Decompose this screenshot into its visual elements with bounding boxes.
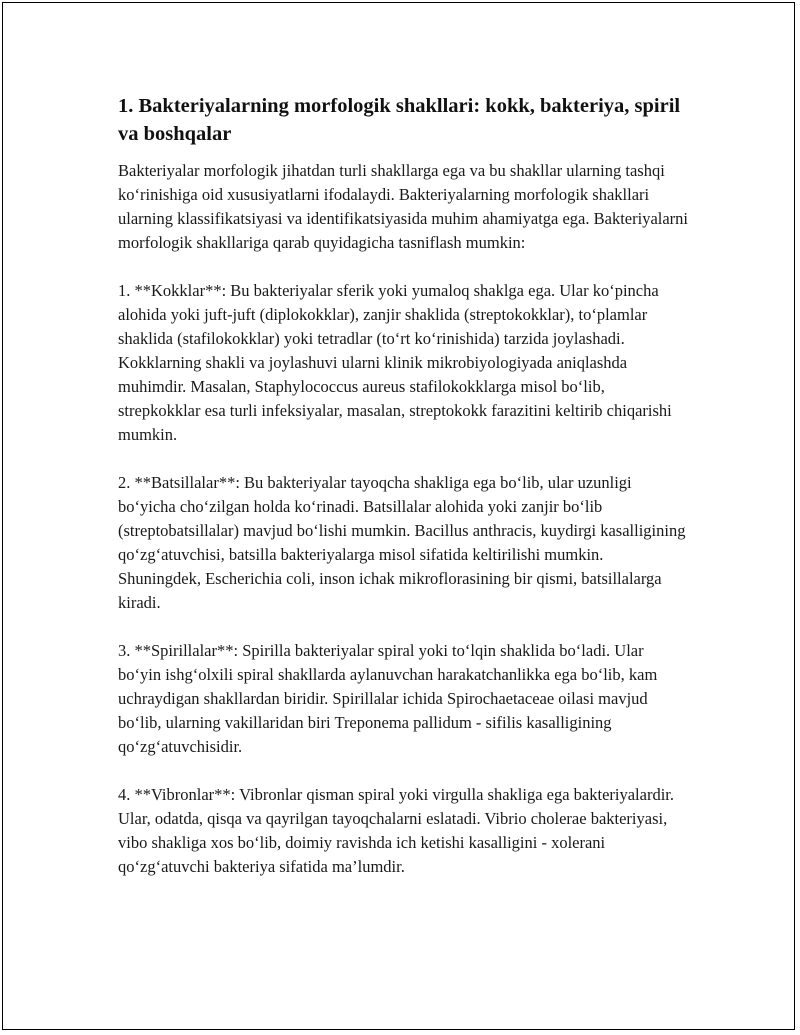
paragraph-vibronlar: 4. **Vibronlar**: Vibronlar qisman spiral yoki virgulla shakliga ega bakteriyalardir. Ular, odatda, qisqa va qayrilgan tayoqchalarni eslatadi. Vibrio cholerae bakteriyasi, vibo shakliga xos bo‘lib, doimiy ravishda ich ketishi kasalligini - xolerani qo‘zg‘atuvchi bakteriya sifatida ma’lumdir. [118, 785, 674, 876]
section-heading: 1. Bakteriyalarning morfologik shakllari: kokk, bakteriya, spiril va boshqalar [118, 95, 681, 145]
document-body [118, 92, 688, 903]
intro-paragraph: Bakteriyalar morfologik jihatdan turli shakllarga ega va bu shakllar ularning tashqi ko‘rinishiga oid xususiyatlarni ifodalaydi. Bakteriyalarning morfologik shakllari ularning klassifikatsiyasi va identifikatsiyasida muhim ahamiyatga ega. Bakteriyalarni morfologik shakllariga qarab quyidagicha tasniflash mumkin: [118, 161, 689, 252]
paragraph-kokklar: 1. **Kokklar**: Bu bakteriyalar sferik yoki yumaloq shaklga ega. Ular ko‘pincha alohida yoki juft-juft (diplokokklar), zanjir shaklida (streptokokklar), to‘plamlar shaklida (stafilokokklar) yoki tetradlar (to‘rt ko‘rinishida) tarzida joylashadi. Kokklarning shakli va joylashuvi ularni klinik mikrobiyologiyada aniqlashda muhimdir. Masalan, Staphylococcus aureus stafilokokklarga misol bo‘lib, strepkokklar esa turli infeksiyalar, masalan, streptokokk farazitini keltirib chiqarishi mumkin. [118, 281, 672, 444]
paragraph-spirillalar: 3. **Spirillalar**: Spirilla bakteriyalar spiral yoki to‘lqin shaklida bo‘ladi. Ular bo‘yin ishg‘olxili spiral shakllarda aylanuvchan harakatchanlikka ega bo‘lib, kam uchraydigan shakllardan biridir. Spirillalar ichida Spirochaetaceae oilasi mavjud bo‘lib, ularning vakillaridan biri Treponema pallidum - sifilis kasalligining qo‘zg‘atuvchisidir. [118, 641, 658, 756]
paragraph-batsillalar: 2. **Batsillalar**: Bu bakteriyalar tayoqcha shakliga ega bo‘lib, ular uzunligi bo‘yicha cho‘zilgan holda ko‘rinadi. Batsillalar alohida yoki zanjir bo‘lib (streptobatsillalar) mavjud bo‘lishi mumkin. Bacillus anthracis, kuydirgi kasalligining qo‘zg‘atuvchisi, batsilla bakteriyalarga misol sifatida keltirilishi mumkin. Shuningdek, Escherichia coli, inson ichak mikroflorasining bir qismi, batsillalarga kiradi. [118, 473, 686, 612]
